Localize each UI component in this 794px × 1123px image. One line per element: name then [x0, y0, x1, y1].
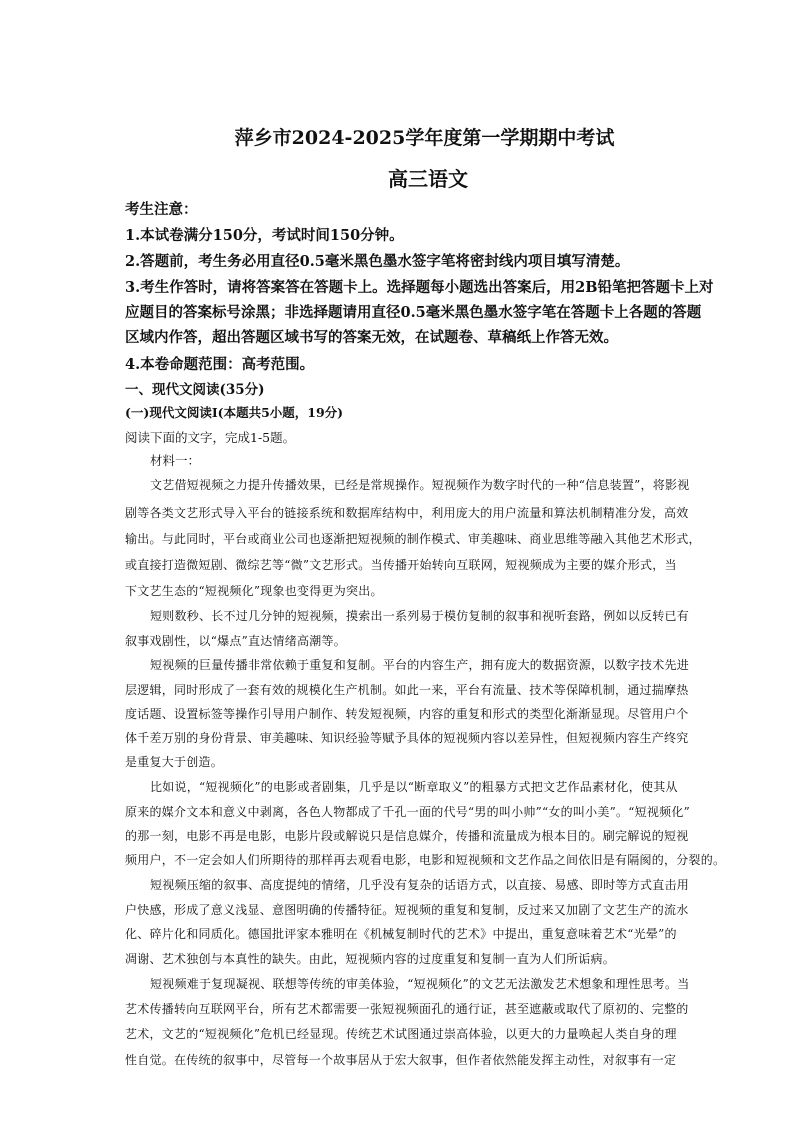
- passage-line: 的那一刻，电影不再是电影，电影片段或解说只是信息媒介，传播和流量成为根本目的。刷完解说的短视: [125, 829, 689, 843]
- instruction-text: 阅读下面的文字，完成1-5题。: [125, 430, 296, 445]
- passage-line: 短则数秒、长不过几分钟的短视频，摸索出一系列易于模仿复制的叙事和视听套路，例如以反转已有: [150, 609, 690, 623]
- passage-line: 频用户，不一定会如人们所期待的那样再去观看电影，电影和短视频和文艺作品之间依旧是有隔阂的，分裂的。: [125, 853, 726, 867]
- passage-line: 文艺借短视频之力提升传播效果，已经是常规操作。短视频作为数字时代的一种“信息装置”，将影视: [150, 478, 690, 492]
- passage-line: 艺术，文艺的“短视频化”危机已经显现。传统艺术试图通过崇高体验，以更大的力量唤起人类自身的理: [125, 1027, 677, 1041]
- notice-item: 1.本试卷满分150分，考试时间150分钟。: [125, 227, 404, 244]
- subsection-heading: (一)现代文阅读Ⅰ(本题共5小题，19分): [125, 405, 344, 420]
- notice-item: 3.考生作答时，请将答案答在答题卡上。选择题每小题选出答案后，用2B铅笔把答题卡上对: [125, 279, 714, 296]
- passage-line: 短视频压缩的叙事、高度提纯的情绪，几乎没有复杂的话语方式，以直接、易感、即时等方式直击用: [150, 878, 690, 892]
- passage-line: 下文艺生态的“短视频化”现象也变得更为突出。: [125, 584, 383, 598]
- passage-line: 原来的媒介文本和意义中剥离，各色人物都成了千孔一面的代号“男的叫小帅”“女的叫小美”。“短视频化”: [125, 805, 691, 819]
- passage-line: 剧等各类文艺形式导入平台的链接系统和数据库结构中，利用庞大的用户流量和算法机制精准分发，高效: [125, 506, 689, 520]
- passage-line: 短视频难于复现凝视、联想等传统的审美体验，“短视频化”的文艺无法激发艺术想象和理性思考。当: [150, 977, 690, 991]
- exam-subject: 高三语文: [388, 167, 468, 191]
- notice-item: 2.答题前，考生务必用直径0.5毫米黑色墨水签字笔将密封线内项目填写清楚。: [125, 253, 630, 270]
- notice-item: 区域内作答，超出答题区域书写的答案无效，在试题卷、草稿纸上作答无效。: [125, 329, 618, 346]
- passage-line: 短视频的巨量传播非常依赖于重复和复制。平台的内容生产，拥有庞大的数据资源，以数字技术先进: [150, 658, 690, 672]
- passage-line: 层逻辑，同时形成了一套有效的规模化生产机制。如此一来，平台有流量、技术等保障机制，通过揣摩热: [125, 683, 689, 697]
- passage-line: 度话题、设置标签等操作引导用户制作、转发短视频，内容的重复和形式的类型化渐渐显现。尽管用户个: [125, 707, 689, 721]
- notice-item: 4.本卷命题范围：高考范围。: [125, 356, 315, 373]
- passage-line: 比如说，“短视频化”的电影或者剧集，几乎是以“断章取义”的粗暴方式把文艺作品素材化，使其从: [150, 780, 678, 794]
- material-label: 材料一：: [150, 453, 201, 468]
- passage-line: 户快感，形成了意义浅显、意图明确的传播特征。短视频的重复和复制，反过来又加剧了文艺生产的流水: [125, 903, 689, 917]
- exam-title: 萍乡市2024-2025学年度第一学期期中考试: [234, 127, 615, 149]
- passage-line: 或直接打造微短剧、微综艺等“微”文艺形式。当传播开始转向互联网，短视频成为主要的媒介形式，当: [125, 558, 677, 572]
- passage-line: 化、碎片化和同质化。德国批评家本雅明在《机械复制时代的艺术》中提出，重复意味着艺术“光晕”的: [125, 927, 677, 941]
- section-heading: 一、现代文阅读(35分): [125, 382, 265, 398]
- passage-line: 是重复大于创造。: [125, 755, 224, 769]
- passage-line: 性自觉。在传统的叙事中，尽管每一个故事居从于宏大叙事，但作者依然能发挥主动性，对叙事有一定: [125, 1053, 677, 1067]
- notice-heading: 考生注意：: [125, 201, 198, 218]
- passage-line: 叙事戏剧性，以“爆点”直达情绪高潮等。: [125, 634, 347, 648]
- passage-line: 凋谢、艺术独创与本真性的缺失。由此，短视频内容的过度重复和复制一直为人们所诟病。: [125, 952, 616, 966]
- passage-line: 输出。与此同时，平台或商业公司也逐渐把短视频的制作模式、审美趣味、商业思维等融入其他艺术形式，: [125, 532, 701, 546]
- passage-line: 艺术传播转向互联网平台，所有艺术都需要一张短视频面孔的通行证，甚至遮蔽或取代了原初的、完整的: [125, 1002, 689, 1016]
- notice-item: 应题目的答案标号涂黑；非选择题请用直径0.5毫米黑色墨水签字笔在答题卡上各题的答题: [125, 304, 702, 321]
- passage-line: 体千差万别的身份背景、审美趣味、知识经验等赋予具体的短视频内容以差异性，但短视频内容生产终究: [125, 731, 689, 745]
